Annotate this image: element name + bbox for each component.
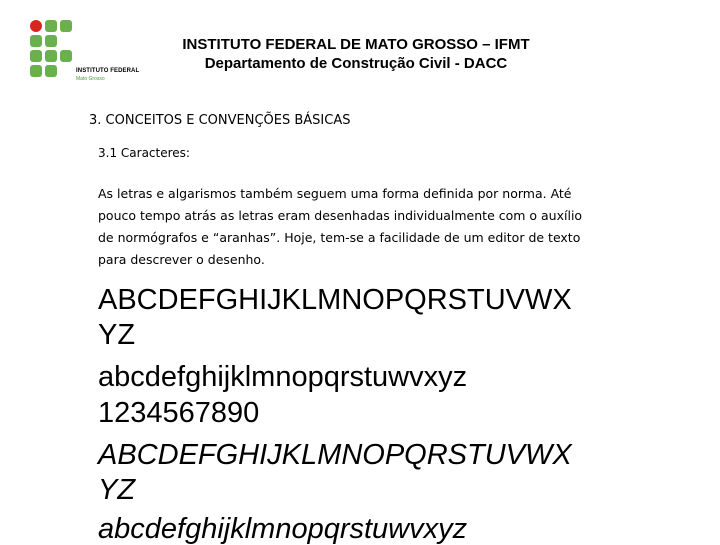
font-sample-line: YZ (98, 319, 136, 351)
subsection-title: 3.1 Caracteres: (98, 146, 190, 160)
department-title: Departamento de Construção Civil - DACC (204, 55, 508, 72)
font-sample-line-italic: ABCDEFGHIJKLMNOPQRSTUVWX (98, 439, 572, 471)
font-sample-line: 1234567890 (98, 397, 260, 429)
institution-title: INSTITUTO FEDERAL DE MATO GROSSO – IFMT (182, 36, 530, 53)
logo-square (45, 50, 57, 62)
logo-square (60, 50, 72, 62)
font-sample-line: abcdefghijklmnopqrstuwvxyz (98, 361, 468, 393)
font-sample-line-italic: abcdefghijklmnopqrstuwvxyz (98, 513, 468, 545)
logo-name: INSTITUTO FEDERAL (76, 68, 140, 74)
body-paragraph (98, 183, 673, 271)
paragraph-line: As letras e algarismos também seguem uma forma definida por norma. Até (98, 186, 572, 201)
logo-square (30, 65, 42, 77)
paragraph-line: para descrever o desenho. (98, 252, 265, 267)
logo-square (30, 35, 42, 47)
logo-square (30, 50, 42, 62)
logo-square (60, 20, 72, 32)
section-title: 3. CONCEITOS E CONVENÇÕES BÁSICAS (89, 113, 351, 128)
logo-square (45, 65, 57, 77)
paragraph-line: pouco tempo atrás as letras eram desenhadas individualmente com o auxílio (98, 208, 583, 223)
paragraph-line: de normógrafos e “aranhas”. Hoje, tem-se a facilidade de um editor de texto (98, 230, 581, 245)
logo-square-red (30, 20, 42, 32)
font-sample-line: ABCDEFGHIJKLMNOPQRSTUVWX (98, 284, 572, 316)
logo-square (45, 20, 57, 32)
font-sample-line-italic: YZ (98, 474, 136, 506)
logo-subtitle: Mato Grosso (76, 76, 105, 82)
logo-square (45, 35, 57, 47)
